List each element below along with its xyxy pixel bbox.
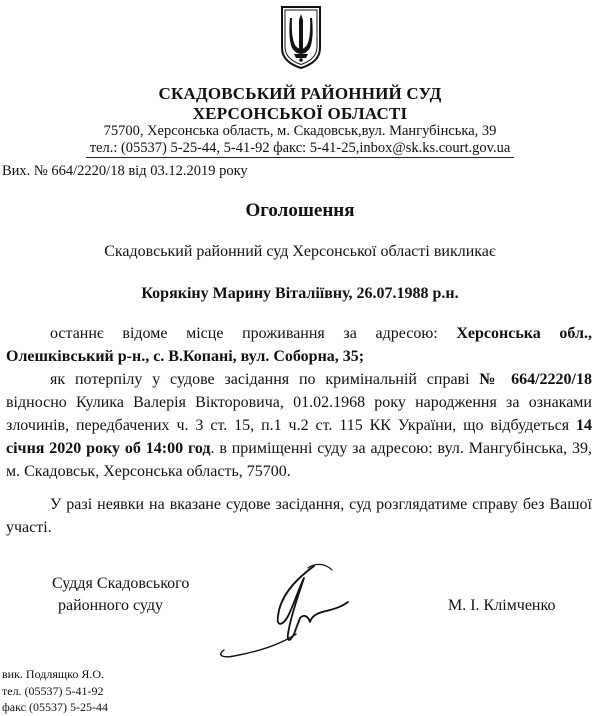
judge-title-line1: Суддя Скадовського: [52, 575, 190, 592]
judge-name: М. І. Клімченко: [448, 597, 556, 614]
tryzub-coat-of-arms-icon: [279, 4, 323, 70]
hearing-text-3: . в приміщенні суду за адресою: вул. Мангубінська, 39, м. Скадовськ, Херсонська область, 75700.: [6, 440, 592, 480]
paragraph-address: [6, 322, 592, 368]
address-intro-text: останнє відоме місце проживання за адресою:: [50, 325, 457, 342]
paragraph-hearing: [6, 368, 592, 483]
executor-name: вик. Подлящко Я.О.: [2, 667, 104, 681]
hearing-text-1: як потерпілу у судове засідання по кримінальній справі: [50, 371, 480, 388]
summons-body: [6, 322, 592, 483]
executor-fax: факс (05537) 5-25-44: [2, 700, 108, 714]
executor-phone: тел. (05537) 5-41-92: [2, 684, 104, 698]
court-address: 75700, Херсонська область, м. Скадовськ,вул. Мангубінська, 39: [103, 123, 497, 139]
court-name-line2: ХЕРСОНСЬКОЇ ОБЛАСТІ: [192, 104, 408, 123]
judge-title-line2: районного суду: [58, 597, 163, 614]
court-contacts: [0, 140, 600, 158]
court-name-line1: СКАДОВСЬКИЙ РАЙОННИЙ СУД: [158, 84, 442, 103]
residence-address: Херсонська обл., Олешківський р-н., с. В.Копані, вул. Соборна, 35;: [6, 325, 592, 365]
summoned-person: Корякіну Марину Віталіївну, 26.07.1988 р.н.: [141, 285, 459, 302]
absence-notice-text: У разі неявки на вказане судове засідання, суд розглядатиме справу без Вашої участі.: [6, 496, 592, 536]
outgoing-reference: Вих. № 664/2220/18 від 03.12.2019 року: [2, 163, 248, 179]
summons-intro: Скадовський районний суд Херсонської області викликає: [104, 243, 496, 260]
hearing-date: 14 січня 2020 року об 14:00 год: [6, 417, 592, 457]
court-contacts-text: тел.: (05537) 5-25-44, 5-41-92 факс: 5-41-25,inbox@sk.ks.court.gov.ua: [86, 140, 515, 158]
document-title: Оголошення: [245, 200, 355, 221]
case-number: № 664/2220/18: [479, 371, 592, 388]
paragraph-absence-notice: [6, 493, 592, 539]
hearing-text-2: відносно Кулика Валерія Вікторовича, 01.02.1968 року народження за ознаками злочинів, передбачених ч. 3 ст. 15, п.1 ч.2 ст. 115 КК України, що відбудеться: [6, 394, 592, 434]
handwritten-signature-icon: [196, 556, 380, 660]
